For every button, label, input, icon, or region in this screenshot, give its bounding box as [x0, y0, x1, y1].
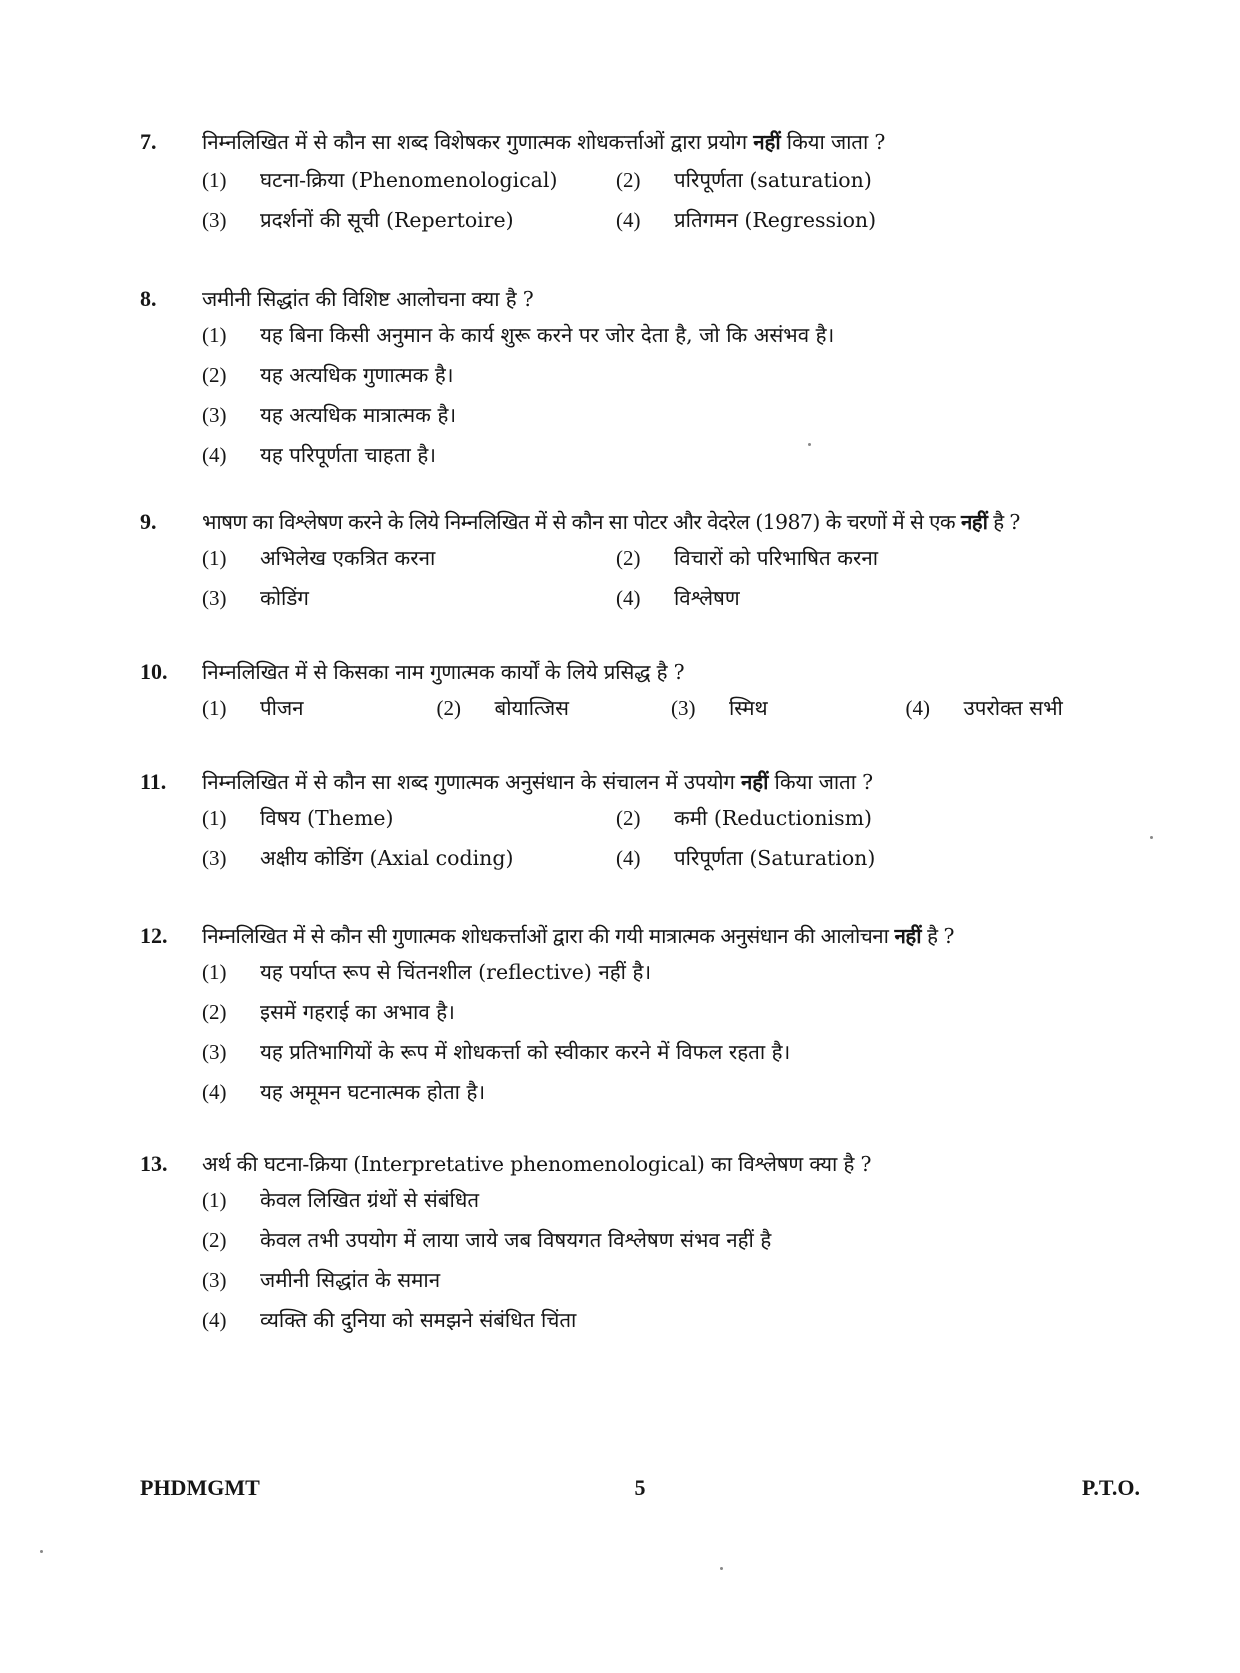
question-number: 13.: [140, 1151, 168, 1176]
question-8: [140, 285, 1140, 481]
scan-speck: [808, 443, 811, 446]
option-1[interactable]: (1) यह बिना किसी अनुमान के कार्य शुरू करने पर जोर देता है, जो कि असंभव है।: [202, 323, 835, 347]
question-12: [140, 922, 1140, 1118]
question-text: निम्नलिखित में से कौन सा शब्द गुणात्मक अनुसंधान के संचालन में उपयोग नहीं किया जाता ?: [202, 770, 873, 794]
options: [202, 804, 1140, 884]
option-4[interactable]: (4) विश्लेषण: [616, 586, 740, 610]
option-1[interactable]: (1) घटना-क्रिया (Phenomenological): [202, 168, 558, 192]
option-2[interactable]: (2) बोयात्जिस: [436, 696, 570, 720]
question-text: जमीनी सिद्धांत की विशिष्ट आलोचना क्या है ?: [202, 287, 534, 311]
scan-speck: [720, 1567, 723, 1570]
question-text: निम्नलिखित में से कौन सी गुणात्मक शोधकर्त्ताओं द्वारा की गयी मात्रात्मक अनुसंधान की आलोचना नहीं है ?: [202, 924, 955, 948]
option-4[interactable]: (4) यह परिपूर्णता चाहता है।: [202, 443, 436, 467]
page-number: 5: [634, 1475, 646, 1500]
question-number: 12.: [140, 923, 168, 948]
option-3[interactable]: (3) यह प्रतिभागियों के रूप में शोधकर्त्ता को स्वीकार करने में विफल रहता है।: [202, 1040, 791, 1064]
question-text: निम्नलिखित में से कौन सा शब्द विशेषकर गुणात्मक शोधकर्त्ताओं द्वारा प्रयोग नहीं किया जाता ?: [202, 130, 886, 154]
question-7: [140, 128, 1140, 246]
option-2[interactable]: (2) विचारों को परिभाषित करना: [616, 546, 879, 570]
option-3[interactable]: (3) प्रदर्शनों की सूची (Repertoire): [202, 208, 514, 232]
question-text: अर्थ की घटना-क्रिया (Interpretative phenomenological) का विश्लेषण क्या है ?: [202, 1152, 872, 1176]
option-3[interactable]: (3) यह अत्यधिक मात्रात्मक है।: [202, 403, 457, 427]
options: [202, 694, 1140, 734]
options: [202, 1186, 1140, 1346]
option-2[interactable]: (2) कमी (Reductionism): [616, 806, 873, 830]
pto-label: P.T.O.: [1081, 1475, 1140, 1500]
question-number: 11.: [140, 769, 167, 794]
options: [202, 544, 1140, 624]
question-11: [140, 768, 1140, 884]
option-4[interactable]: (4) यह अमूमन घटनात्मक होता है।: [202, 1080, 486, 1104]
paper-code: PHDMGMT: [140, 1475, 260, 1500]
question-13: [140, 1150, 1140, 1346]
option-2[interactable]: (2) केवल तभी उपयोग में लाया जाये जब विषयगत विश्लेषण संभव नहीं है: [202, 1228, 772, 1252]
question-number: 9.: [140, 509, 157, 534]
option-2[interactable]: (2) परिपूर्णता (saturation): [616, 168, 872, 192]
page-footer: [140, 1475, 1140, 1505]
option-4[interactable]: (4) व्यक्ति की दुनिया को समझने संबंधित चिंता: [202, 1308, 577, 1332]
question-number: 10.: [140, 659, 168, 684]
question-9: [140, 508, 1140, 624]
options: [202, 321, 1140, 481]
question-text: भाषण का विश्लेषण करने के लिये निम्नलिखित में से कौन सा पोटर और वेदरेल (1987) के चरणों में से एक नहीं है ?: [202, 510, 1020, 534]
option-1[interactable]: (1) पीजन: [202, 696, 304, 720]
options: [202, 958, 1140, 1118]
option-3[interactable]: (3) स्मिथ: [671, 696, 768, 720]
option-2[interactable]: (2) इसमें गहराई का अभाव है।: [202, 1000, 455, 1024]
question-number: 8.: [140, 286, 157, 311]
option-1[interactable]: (1) केवल लिखित ग्रंथों से संबंधित: [202, 1188, 480, 1212]
option-4[interactable]: (4) प्रतिगमन (Regression): [616, 208, 877, 232]
option-3[interactable]: (3) अक्षीय कोडिंग (Axial coding): [202, 846, 514, 870]
option-1[interactable]: (1) अभिलेख एकत्रित करना: [202, 546, 436, 570]
options: [202, 166, 1140, 246]
option-3[interactable]: (3) कोडिंग: [202, 586, 309, 610]
scan-speck: [1150, 836, 1153, 839]
question-number: 7.: [140, 129, 157, 154]
option-3[interactable]: (3) जमीनी सिद्धांत के समान: [202, 1268, 441, 1292]
option-2[interactable]: (2) यह अत्यधिक गुणात्मक है।: [202, 363, 454, 387]
question-text: निम्नलिखित में से किसका नाम गुणात्मक कार्यों के लिये प्रसिद्ध है ?: [202, 660, 685, 684]
option-1[interactable]: (1) विषय (Theme): [202, 806, 394, 830]
question-10: [140, 658, 1140, 734]
scan-speck: [40, 1550, 43, 1553]
option-1[interactable]: (1) यह पर्याप्त रूप से चिंतनशील (reflective) नहीं है।: [202, 960, 652, 984]
option-4[interactable]: (4) उपरोक्त सभी: [905, 696, 1063, 720]
option-4[interactable]: (4) परिपूर्णता (Saturation): [616, 846, 876, 870]
